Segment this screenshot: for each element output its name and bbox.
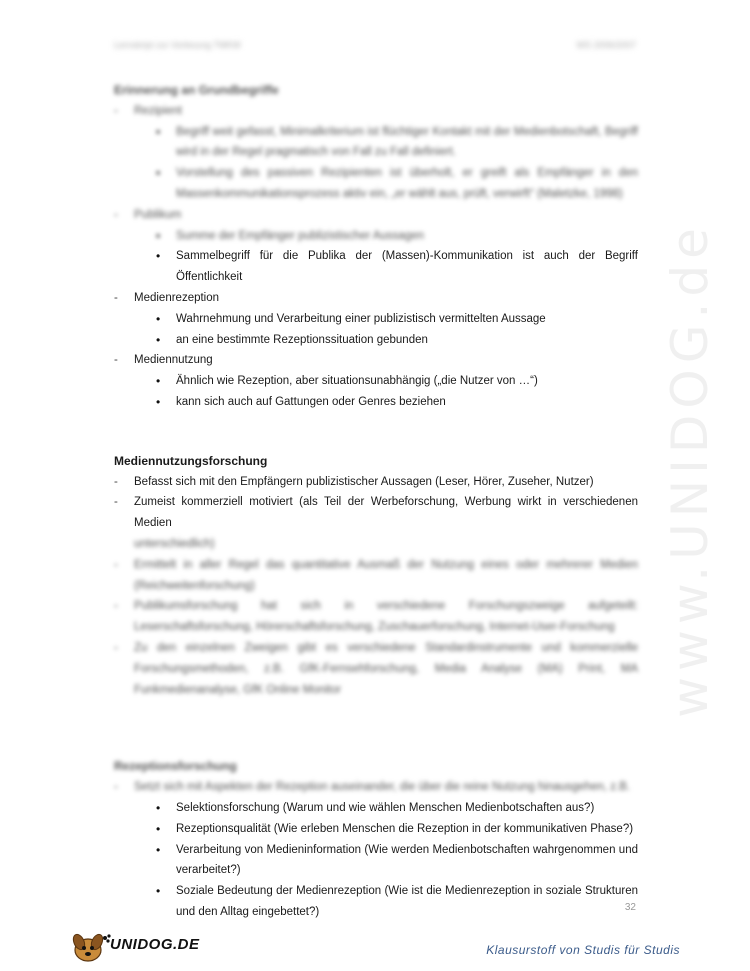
list-item-rezipient: - Rezipient xyxy=(114,101,638,122)
bullet-item: • an eine bestimmte Rezeptionssituation gebunden xyxy=(114,330,638,351)
bullet-item: • Summe der Empfänger publizistischer Aussagen xyxy=(114,226,638,247)
list-item-mediennutzung: - Mediennutzung xyxy=(114,350,638,371)
list-item-intro: - Setzt sich mit Aspekten der Rezeption auseinander, die über die reine Nutzung hinausgehen, z.B. xyxy=(114,777,638,798)
rezeptionsforschung-list xyxy=(114,777,638,923)
list-item-publikum: - Publikum xyxy=(114,205,638,226)
bullet-item: • Ähnlich wie Rezeption, aber situationsunabhängig („die Nutzer von …“) xyxy=(114,371,638,392)
nutzungsforschung-list xyxy=(114,472,638,701)
bullet-item: • Soziale Bedeutung der Medienrezeption (Wie ist die Medienrezeption in soziale Strukturen und den Alltag eingebettet?) xyxy=(114,881,638,923)
footer-tagline: Klausurstoff von Studis für Studis xyxy=(486,943,680,957)
header-left: Lernskript zur Vorlesung TMKW xyxy=(114,40,241,50)
list-item-text-blurred: unterschiedlich) xyxy=(134,537,215,550)
section-title-grundbegriffe: Erinnerung an Grundbegriffe xyxy=(114,83,279,97)
list-item: - Befasst sich mit den Empfängern publizistischer Aussagen (Leser, Hörer, Zuseher, Nutzer) xyxy=(114,472,638,493)
bullet-item: • kann sich auch auf Gattungen oder Genres beziehen xyxy=(114,392,638,413)
section-title-rezeptionsforschung: Rezeptionsforschung xyxy=(114,759,237,774)
bullet-item: • Rezeptionsqualität (Wie erleben Menschen die Rezeption in der kommunikativen Phase?) xyxy=(114,819,638,840)
watermark: www.UNIDOG.de xyxy=(661,222,719,718)
header-right: WS 2006/2007 xyxy=(576,40,636,50)
list-item: - Ermittelt in aller Regel das quantitative Ausmaß der Nutzung eines oder mehrerer Medien (Reichweitenforschung) xyxy=(114,555,638,597)
bullet-item: • Selektionsforschung (Warum und wie wählen Menschen Medienbotschaften aus?) xyxy=(114,798,638,819)
bullet-item: • Vorstellung des passiven Rezipienten ist überholt, er greift als Empfänger in den Massenkommunikationsprozess aktiv ein, „er wählt aus, prüft, verwirft“ (Maletzke, 1998) xyxy=(114,163,638,205)
dog-mascot-icon xyxy=(68,930,112,964)
bullet-item: • Wahrnehmung und Verarbeitung einer publizistisch vermittelten Aussage xyxy=(114,309,638,330)
page-number: 32 xyxy=(624,902,636,913)
list-item-text: Zumeist kommerziell motiviert (als Teil der Werbeforschung, Werbung wirkt in verschiedenen Medien xyxy=(134,496,638,530)
document-body xyxy=(114,80,638,923)
list-item-medienrezeption: - Medienrezeption xyxy=(114,288,638,309)
bullet-item: • Begriff weit gefasst, Minimalkriterium ist flüchtiger Kontakt mit der Medienbotschaft, Begriff wird in der Regel pragmatisch von Fall zu Fall definiert. xyxy=(114,122,638,164)
logo-text: UNIDOG.DE xyxy=(110,936,200,953)
bullet-item: • Verarbeitung von Medieninformation (Wie werden Medienbotschaften wahrgenommen und verarbeitet?) xyxy=(114,840,638,882)
list-item: - Publikumsforschung hat sich in verschiedene Forschungszweige aufgeteilt: Leserschaftsforschung, Hörerschaftsforschung, Zuschauerforschung, Internet-User-Forschung xyxy=(114,596,638,638)
grundbegriffe-list xyxy=(114,101,638,413)
section-title-nutzungsforschung: Mediennutzungsforschung xyxy=(114,453,268,468)
list-item: - Zu den einzelnen Zweigen gibt es verschiedene Standardinstrumente und kommerzielle Forschungsmethoden, z.B. GfK-Fernsehforschung, Media Analyse (MA) Print, MA Funkmedienanalyse, GfK Online Monitor xyxy=(114,638,638,700)
bullet-item: • Sammelbegriff für die Publika der (Massen)-Kommunikation ist auch der Begriff Öffentlichkeit xyxy=(114,246,638,288)
unidog-logo xyxy=(68,930,200,960)
list-item xyxy=(114,492,638,554)
